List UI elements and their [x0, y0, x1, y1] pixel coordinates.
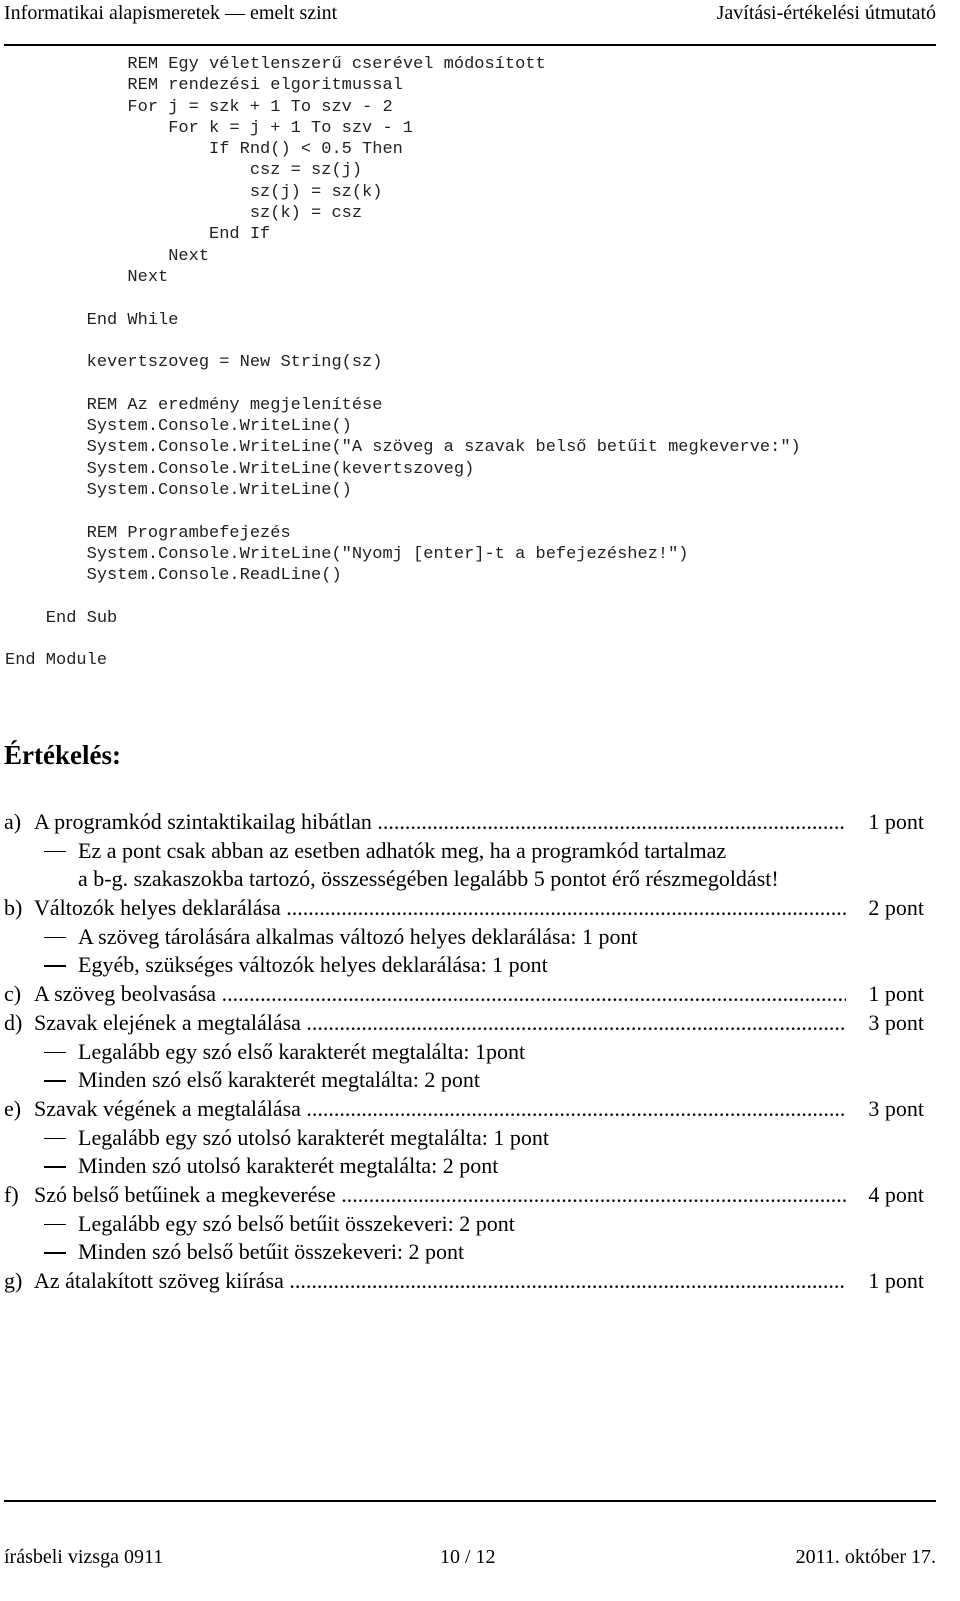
code-line: REM Az eredmény megjelenítése [5, 395, 383, 415]
evaluation-item [4, 808, 924, 837]
dash-bullet [44, 1252, 66, 1254]
code-line [5, 586, 801, 607]
code-line: System.Console.ReadLine() [5, 566, 342, 586]
code-line: System.Console.WriteLine("Nyomj [enter]-t a befejezéshez!") [5, 544, 689, 564]
sub-criterion [4, 1238, 924, 1267]
sub-criterion-text: Legalább egy szó utolsó karakterét megtalálta: 1 pont [78, 1124, 550, 1150]
item-points: 1 pont [868, 1268, 924, 1293]
item-label: c) [4, 981, 22, 1007]
code-line: Next [5, 246, 210, 266]
sub-criterion [4, 1066, 924, 1095]
footer-page-number: 10 / 12 [440, 1546, 496, 1568]
item-text: Változók helyes deklarálása ..... [34, 894, 846, 923]
sub-criterion-text: Legalább egy szó első karakterét megtalálta: 1pont [78, 1038, 526, 1064]
evaluation-item [4, 980, 924, 1009]
item-text: A szöveg beolvasása ..... [34, 980, 846, 1009]
code-line [5, 288, 801, 309]
code-line: End While [5, 310, 179, 330]
dash-bullet [44, 1224, 66, 1226]
dash-bullet [44, 1166, 66, 1168]
sub-criterion [4, 1038, 924, 1067]
sub-criterion-text: Legalább egy szó belső betűit összekeveri: 2 pont [78, 1210, 515, 1236]
item-note [4, 837, 924, 866]
evaluation-item [4, 1009, 924, 1038]
item-label: g) [4, 1268, 23, 1293]
code-line: Next [5, 267, 169, 287]
sub-criterion [4, 923, 924, 952]
code-line: sz(j) = sz(k) [5, 182, 383, 202]
sub-criterion-text: Minden szó belső betűit összekeveri: 2 pont [78, 1239, 465, 1265]
dash-bullet [44, 1138, 66, 1140]
code-line: REM Egy véletlenszerű cserével módosított [5, 55, 546, 74]
item-points: 3 pont [868, 1095, 924, 1121]
page-footer [4, 1500, 936, 1568]
code-line: csz = sz(j) [5, 161, 363, 181]
sub-criterion-text: Egyéb, szükséges változók helyes deklarálása: 1 pont [78, 952, 548, 978]
header-title: Informatikai alapismeretek — emelt szint [4, 2, 338, 24]
code-line: REM Programbefejezés [5, 523, 291, 543]
item-points: 1 pont [868, 809, 924, 834]
evaluation-item [4, 1095, 924, 1124]
item-points: 3 pont [868, 1009, 924, 1035]
code-listing [5, 54, 801, 672]
item-label: d) [4, 1009, 23, 1035]
sub-criterion-text: Minden szó utolsó karakterét megtalálta: 2 pont [78, 1153, 499, 1179]
code-line: For j = szk + 1 To szv - 2 [5, 97, 393, 117]
item-label: b) [4, 895, 23, 921]
code-line: End Module [5, 651, 108, 671]
sub-criterion [4, 1210, 924, 1239]
item-text: Szavak elejének a megtalálása ..... [34, 1009, 846, 1038]
evaluation-item [4, 894, 924, 923]
item-text: Szó belső betűinek a megkeverése ..... [34, 1181, 846, 1210]
code-line [5, 501, 801, 522]
sub-criterion [4, 1124, 924, 1153]
item-note [4, 865, 924, 894]
sub-criterion [4, 951, 924, 980]
note-text: a b-g. szakaszokba tartozó, összességében legalább 5 pontot érő részmegoldást! [78, 866, 779, 892]
dash-bullet [44, 937, 66, 939]
item-points: 2 pont [868, 895, 924, 921]
evaluation-item [4, 1267, 924, 1296]
dash-bullet [44, 1052, 66, 1054]
item-label: e) [4, 1095, 22, 1121]
item-label: a) [4, 809, 22, 834]
code-line: sz(k) = csz [5, 204, 363, 224]
code-line [5, 331, 801, 352]
item-text: A programkód szintaktikailag hibátlan ..... [34, 808, 846, 837]
sub-criterion-text: Minden szó első karakterét megtalálta: 2 pont [78, 1067, 480, 1093]
code-line: kevertszoveg = New String(sz) [5, 353, 383, 373]
code-line: If Rnd() < 0.5 Then [5, 140, 403, 160]
header-subtitle: Javítási-értékelési útmutató [716, 2, 936, 24]
note-text: Ez a pont csak abban az esetben adhatók meg, ha a programkód tartalmaz [78, 837, 727, 863]
code-line: End Sub [5, 608, 118, 628]
evaluation-heading: Értékelés: [4, 740, 121, 770]
dash-bullet [44, 965, 66, 967]
code-line [5, 373, 801, 394]
code-line: For k = j + 1 To szv - 1 [5, 118, 414, 138]
item-points: 4 pont [868, 1181, 924, 1207]
dash-bullet [44, 1080, 66, 1082]
code-line: System.Console.WriteLine("A szöveg a szavak belső betűit megkeverve:") [5, 438, 801, 458]
item-label: f) [4, 1181, 19, 1207]
item-text: Az átalakított szöveg kiírása ..... [34, 1267, 846, 1296]
footer-exam-code: írásbeli vizsga 0911 [4, 1546, 164, 1568]
evaluation-item [4, 1181, 924, 1210]
code-line [5, 629, 801, 650]
code-line: System.Console.WriteLine(kevertszoveg) [5, 459, 475, 479]
item-points: 1 pont [868, 981, 924, 1007]
sub-criterion [4, 1152, 924, 1181]
footer-date: 2011. október 17. [795, 1546, 936, 1568]
code-line: System.Console.WriteLine() [5, 417, 352, 437]
evaluation-list [4, 808, 924, 1296]
code-line: System.Console.WriteLine() [5, 480, 352, 500]
page-header [4, 0, 936, 46]
sub-criterion-text: A szöveg tárolására alkalmas változó helyes deklarálása: 1 pont [78, 923, 638, 949]
item-text: Szavak végének a megtalálása ..... [34, 1095, 846, 1124]
dash-bullet [44, 851, 66, 853]
code-line: REM rendezési elgoritmussal [5, 76, 403, 96]
code-line: End If [5, 225, 271, 245]
